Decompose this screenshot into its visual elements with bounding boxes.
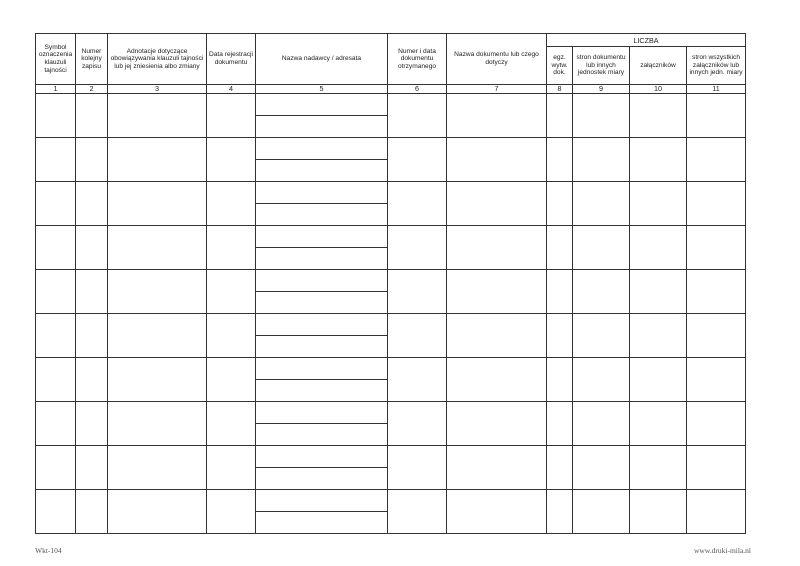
entry-subcell-sender[interactable] <box>256 358 387 379</box>
entry-cell[interactable] <box>108 358 207 402</box>
entry-cell[interactable] <box>447 182 547 226</box>
entry-cell[interactable] <box>388 314 447 358</box>
entry-cell[interactable] <box>547 138 573 182</box>
entry-cell[interactable] <box>76 490 108 534</box>
entry-cell[interactable] <box>36 138 76 182</box>
entry-cell[interactable] <box>547 182 573 226</box>
entry-subcell-recipient[interactable] <box>256 379 387 401</box>
column-number: 4 <box>207 85 256 94</box>
entry-cell-sender-recipient[interactable] <box>256 490 388 534</box>
header-copies-produced: egz. wytw. dok. <box>547 47 573 85</box>
entry-cell[interactable] <box>76 182 108 226</box>
entry-cell[interactable] <box>630 182 687 226</box>
header-annotations: Adnotacje dotyczące obowiązywania klauzuli tajności lub jej zniesienia albo zmiany <box>108 34 207 85</box>
entry-cell-sender-recipient[interactable] <box>256 94 388 138</box>
register-body <box>36 94 746 534</box>
entry-cell[interactable] <box>447 402 547 446</box>
entry-subcell-recipient[interactable] <box>256 423 387 445</box>
entry-cell[interactable] <box>388 138 447 182</box>
entry-cell[interactable] <box>388 270 447 314</box>
register-form <box>35 33 745 536</box>
split-cell <box>256 446 387 489</box>
entry-cell[interactable] <box>36 270 76 314</box>
entry-cell[interactable] <box>687 446 746 490</box>
entry-cell[interactable] <box>687 358 746 402</box>
entry-cell[interactable] <box>573 270 630 314</box>
split-cell <box>256 314 387 357</box>
entry-cell[interactable] <box>76 270 108 314</box>
entry-cell[interactable] <box>447 138 547 182</box>
entry-cell[interactable] <box>447 490 547 534</box>
entry-cell[interactable] <box>687 138 746 182</box>
header-entry-number: Numer kolejny zapisu <box>76 34 108 85</box>
entry-cell[interactable] <box>108 94 207 138</box>
table-row <box>36 358 746 402</box>
entry-cell[interactable] <box>687 490 746 534</box>
entry-cell[interactable] <box>447 94 547 138</box>
entry-cell[interactable] <box>36 314 76 358</box>
table-row <box>36 446 746 490</box>
entry-cell[interactable] <box>630 358 687 402</box>
entry-cell[interactable] <box>108 226 207 270</box>
table-row <box>36 226 746 270</box>
entry-cell[interactable] <box>687 226 746 270</box>
column-number: 5 <box>256 85 388 94</box>
entry-subcell-recipient[interactable] <box>256 159 387 181</box>
entry-subcell-sender[interactable] <box>256 270 387 291</box>
table-row <box>36 314 746 358</box>
entry-cell[interactable] <box>447 358 547 402</box>
entry-cell-sender-recipient[interactable] <box>256 270 388 314</box>
entry-cell[interactable] <box>76 446 108 490</box>
entry-subcell-sender[interactable] <box>256 94 387 115</box>
entry-subcell-recipient[interactable] <box>256 511 387 533</box>
entry-cell[interactable] <box>36 94 76 138</box>
split-cell <box>256 138 387 181</box>
entry-cell[interactable] <box>207 358 256 402</box>
entry-cell[interactable] <box>108 138 207 182</box>
entry-cell[interactable] <box>108 270 207 314</box>
entry-cell[interactable] <box>573 314 630 358</box>
entry-cell[interactable] <box>547 490 573 534</box>
entry-subcell-sender[interactable] <box>256 402 387 423</box>
split-cell <box>256 94 387 137</box>
publisher-url: www.druki-mila.nl <box>693 546 751 555</box>
entry-cell[interactable] <box>687 402 746 446</box>
header-attachment-pages: stron wszystkich załączników lub innych jedn. miary <box>687 47 746 85</box>
table-row <box>36 182 746 226</box>
entry-cell[interactable] <box>573 138 630 182</box>
header-received-doc-number-date: Numer i data dokumentu otrzymanego <box>388 34 447 85</box>
entry-cell-sender-recipient[interactable] <box>256 138 388 182</box>
entry-cell[interactable] <box>76 314 108 358</box>
entry-cell[interactable] <box>388 182 447 226</box>
entry-cell[interactable] <box>76 94 108 138</box>
entry-cell[interactable] <box>36 226 76 270</box>
table-row <box>36 270 746 314</box>
entry-cell[interactable] <box>108 182 207 226</box>
entry-cell[interactable] <box>76 402 108 446</box>
entry-cell[interactable] <box>447 270 547 314</box>
entry-subcell-recipient[interactable] <box>256 115 387 137</box>
header-document-pages: stron dokumentu lub innych jednostek miary <box>573 47 630 85</box>
entry-cell[interactable] <box>207 446 256 490</box>
entry-cell[interactable] <box>36 358 76 402</box>
entry-cell[interactable] <box>687 94 746 138</box>
split-cell <box>256 270 387 313</box>
split-cell <box>256 402 387 445</box>
entry-cell[interactable] <box>207 270 256 314</box>
entry-subcell-sender[interactable] <box>256 138 387 159</box>
entry-cell[interactable] <box>76 358 108 402</box>
entry-cell[interactable] <box>687 314 746 358</box>
entry-cell[interactable] <box>630 94 687 138</box>
column-number: 11 <box>687 85 746 94</box>
entry-subcell-recipient[interactable] <box>256 291 387 313</box>
header-attachments: załączników <box>630 47 687 85</box>
entry-cell[interactable] <box>207 138 256 182</box>
entry-cell[interactable] <box>388 226 447 270</box>
entry-subcell-sender[interactable] <box>256 314 387 335</box>
entry-cell[interactable] <box>573 446 630 490</box>
entry-cell[interactable] <box>388 358 447 402</box>
entry-cell[interactable] <box>687 270 746 314</box>
entry-subcell-sender[interactable] <box>256 446 387 467</box>
entry-cell[interactable] <box>630 402 687 446</box>
entry-cell[interactable] <box>630 446 687 490</box>
column-number: 10 <box>630 85 687 94</box>
table-row <box>36 402 746 446</box>
entry-subcell-recipient[interactable] <box>256 335 387 357</box>
entry-cell[interactable] <box>573 94 630 138</box>
entry-cell[interactable] <box>547 94 573 138</box>
entry-cell[interactable] <box>207 314 256 358</box>
entry-cell[interactable] <box>573 490 630 534</box>
entry-cell[interactable] <box>76 138 108 182</box>
header-document-name: Nazwa dokumentu lub czego dotyczy <box>447 34 547 85</box>
entry-cell[interactable] <box>547 446 573 490</box>
table-row <box>36 490 746 534</box>
entry-cell[interactable] <box>207 402 256 446</box>
entry-cell[interactable] <box>108 446 207 490</box>
header-group-liczba: LICZBA <box>547 34 746 47</box>
entry-cell[interactable] <box>388 490 447 534</box>
column-number: 8 <box>547 85 573 94</box>
table-row <box>36 94 746 138</box>
entry-cell[interactable] <box>388 94 447 138</box>
entry-cell[interactable] <box>573 226 630 270</box>
entry-cell[interactable] <box>547 270 573 314</box>
column-number: 7 <box>447 85 547 94</box>
split-cell <box>256 182 387 225</box>
column-number: 2 <box>76 85 108 94</box>
entry-cell[interactable] <box>573 358 630 402</box>
entry-cell-sender-recipient[interactable] <box>256 226 388 270</box>
entry-cell[interactable] <box>447 226 547 270</box>
split-cell <box>256 226 387 269</box>
header-sender-recipient: Nazwa nadawcy / adresata <box>256 34 388 85</box>
entry-cell[interactable] <box>108 314 207 358</box>
entry-cell-sender-recipient[interactable] <box>256 402 388 446</box>
entry-cell[interactable] <box>630 490 687 534</box>
form-code: Wkt-104 <box>35 546 62 555</box>
entry-subcell-sender[interactable] <box>256 490 387 511</box>
entry-cell-sender-recipient[interactable] <box>256 314 388 358</box>
entry-cell[interactable] <box>630 226 687 270</box>
entry-cell[interactable] <box>207 182 256 226</box>
entry-cell[interactable] <box>447 314 547 358</box>
table-row <box>36 138 746 182</box>
entry-cell[interactable] <box>76 226 108 270</box>
entry-cell[interactable] <box>573 182 630 226</box>
split-cell <box>256 490 387 533</box>
entry-cell[interactable] <box>36 490 76 534</box>
entry-cell[interactable] <box>388 446 447 490</box>
entry-cell[interactable] <box>36 402 76 446</box>
entry-cell[interactable] <box>388 402 447 446</box>
entry-cell[interactable] <box>36 446 76 490</box>
header-symbol: Symbol oznaczenia klauzuli tajności <box>36 34 76 85</box>
entry-cell[interactable] <box>36 182 76 226</box>
entry-cell-sender-recipient[interactable] <box>256 358 388 402</box>
column-number: 3 <box>108 85 207 94</box>
entry-cell[interactable] <box>108 490 207 534</box>
register-table <box>35 33 746 534</box>
entry-cell-sender-recipient[interactable] <box>256 182 388 226</box>
column-number: 6 <box>388 85 447 94</box>
entry-cell[interactable] <box>687 182 746 226</box>
entry-cell[interactable] <box>630 314 687 358</box>
entry-cell-sender-recipient[interactable] <box>256 446 388 490</box>
column-number-row <box>36 85 746 94</box>
entry-cell[interactable] <box>573 402 630 446</box>
split-cell <box>256 358 387 401</box>
entry-subcell-sender[interactable] <box>256 226 387 247</box>
header-registration-date: Data rejestracji dokumentu <box>207 34 256 85</box>
entry-cell[interactable] <box>630 270 687 314</box>
entry-cell[interactable] <box>447 446 547 490</box>
entry-cell[interactable] <box>547 358 573 402</box>
entry-cell[interactable] <box>207 226 256 270</box>
entry-cell[interactable] <box>547 314 573 358</box>
entry-cell[interactable] <box>108 402 207 446</box>
entry-cell[interactable] <box>207 94 256 138</box>
entry-subcell-recipient[interactable] <box>256 203 387 225</box>
entry-subcell-sender[interactable] <box>256 182 387 203</box>
column-number: 9 <box>573 85 630 94</box>
entry-cell[interactable] <box>547 402 573 446</box>
entry-subcell-recipient[interactable] <box>256 467 387 489</box>
column-number: 1 <box>36 85 76 94</box>
entry-cell[interactable] <box>207 490 256 534</box>
entry-cell[interactable] <box>630 138 687 182</box>
entry-cell[interactable] <box>547 226 573 270</box>
entry-subcell-recipient[interactable] <box>256 247 387 269</box>
